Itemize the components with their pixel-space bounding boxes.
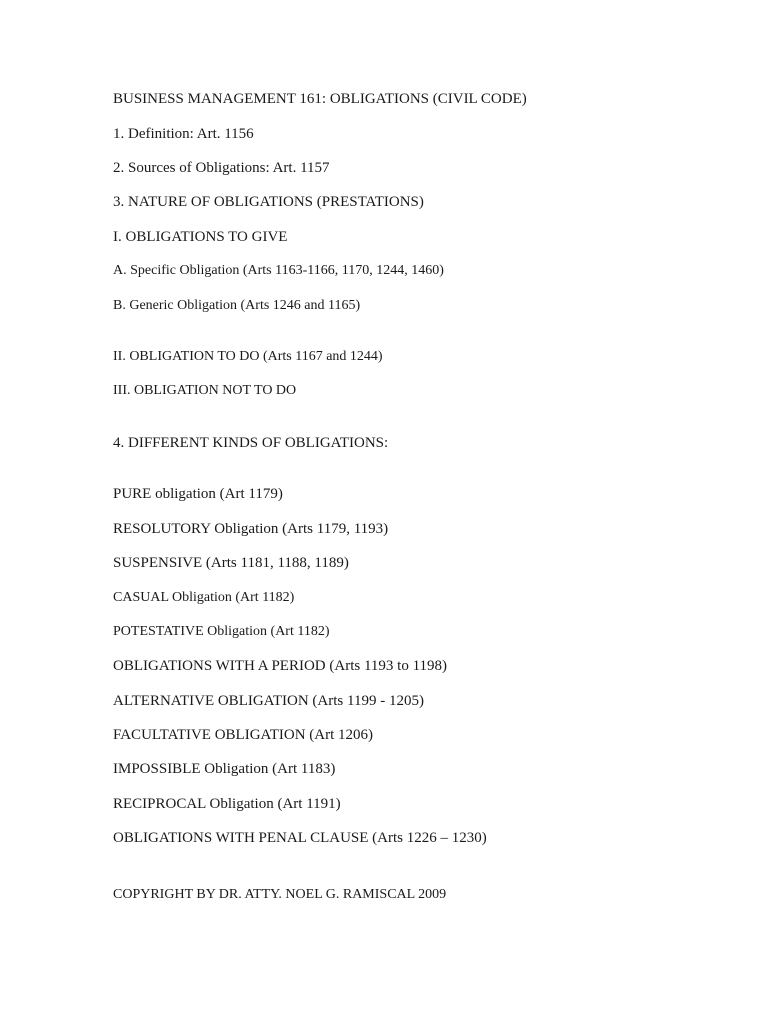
copyright-line: COPYRIGHT BY DR. ATTY. NOEL G. RAMISCAL 2009 — [113, 887, 447, 902]
alternative-obligation-line: ALTERNATIVE OBLIGATION (Arts 1199 - 1205) — [113, 693, 424, 709]
reciprocal-obligation-line: RECIPROCAL Obligation (Art 1191) — [113, 796, 341, 812]
nature-heading: 3. NATURE OF OBLIGATIONS (PRESTATIONS) — [113, 194, 424, 210]
obligation-to-do-line: II. OBLIGATION TO DO (Arts 1167 and 1244) — [113, 349, 383, 364]
potestative-obligation-line: POTESTATIVE Obligation (Art 1182) — [113, 624, 330, 639]
specific-obligation-line: A. Specific Obligation (Arts 1163-1166, 1170, 1244, 1460) — [113, 263, 444, 278]
penal-clause-line: OBLIGATIONS WITH PENAL CLAUSE (Arts 1226 – 1230) — [113, 830, 487, 846]
different-kinds-heading: 4. DIFFERENT KINDS OF OBLIGATIONS: — [113, 435, 389, 451]
suspensive-line: SUSPENSIVE (Arts 1181, 1188, 1189) — [113, 555, 349, 571]
casual-obligation-line: CASUAL Obligation (Art 1182) — [113, 590, 295, 605]
impossible-obligation-line: IMPOSSIBLE Obligation (Art 1183) — [113, 761, 336, 777]
resolutory-obligation-line: RESOLUTORY Obligation (Arts 1179, 1193) — [113, 521, 389, 537]
definition-line: 1. Definition: Art. 1156 — [113, 126, 254, 142]
pure-obligation-line: PURE obligation (Art 1179) — [113, 486, 283, 502]
obligations-with-period-line: OBLIGATIONS WITH A PERIOD (Arts 1193 to 1198) — [113, 658, 448, 674]
obligations-to-give-heading: I. OBLIGATIONS TO GIVE — [113, 229, 288, 245]
facultative-obligation-line: FACULTATIVE OBLIGATION (Art 1206) — [113, 727, 374, 743]
generic-obligation-line: B. Generic Obligation (Arts 1246 and 1165) — [113, 298, 361, 313]
document-title: BUSINESS MANAGEMENT 161: OBLIGATIONS (CIVIL CODE) — [113, 91, 527, 107]
sources-line: 2. Sources of Obligations: Art. 1157 — [113, 160, 330, 176]
obligation-not-to-do-line: III. OBLIGATION NOT TO DO — [113, 383, 297, 398]
